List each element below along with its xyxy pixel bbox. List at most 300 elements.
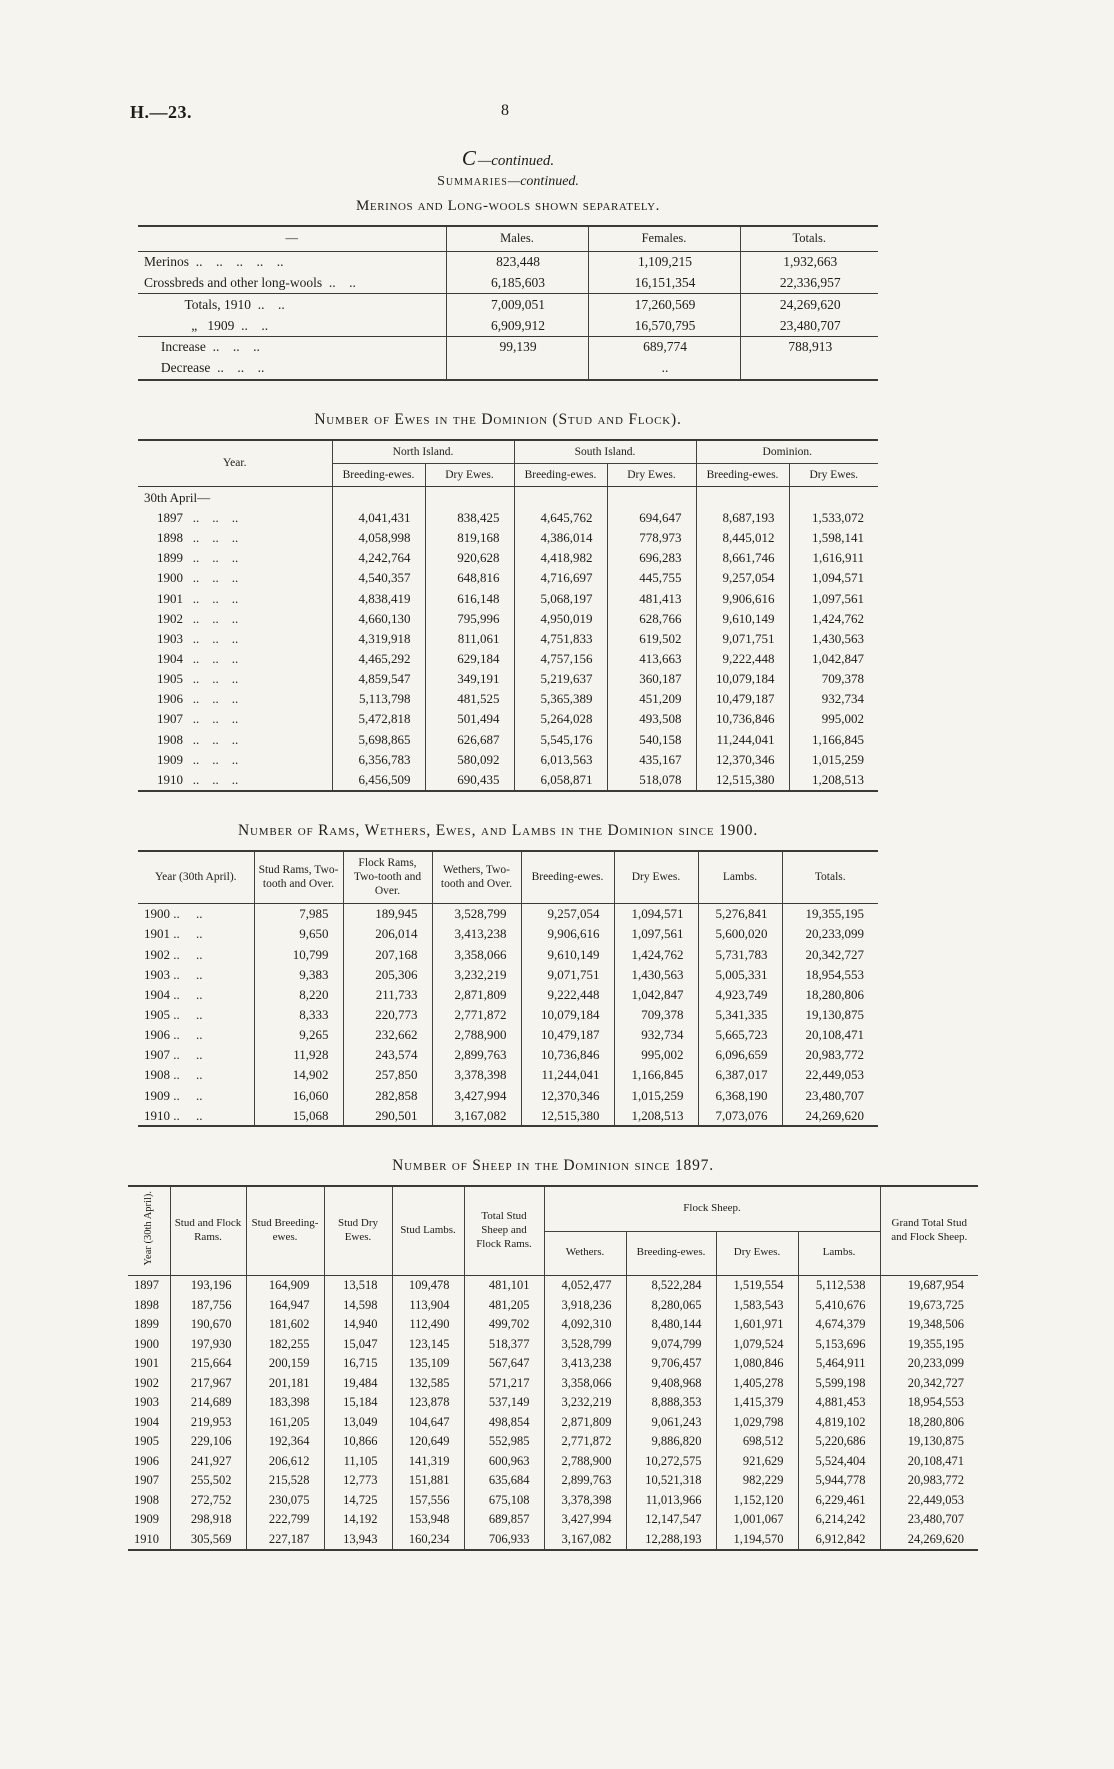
table-cell: 189,945 xyxy=(343,903,432,924)
table-cell: 9,383 xyxy=(254,964,343,984)
table-cell: 13,943 xyxy=(324,1529,392,1550)
rams-table-header xyxy=(138,851,878,904)
table-cell: 206,014 xyxy=(343,924,432,944)
summaries-word: Summaries xyxy=(437,174,508,189)
table-cell: 5,698,865 xyxy=(332,729,425,749)
table-cell: 4,465,292 xyxy=(332,649,425,669)
table-cell: 6,356,783 xyxy=(332,749,425,769)
table-cell: Merinos .. .. .. .. .. xyxy=(138,251,446,272)
table-cell: 6,058,871 xyxy=(514,769,607,790)
table-cell: 11,244,041 xyxy=(521,1065,614,1085)
table-row xyxy=(138,769,878,790)
table-cell: 9,074,799 xyxy=(626,1334,716,1354)
table-cell: 3,232,219 xyxy=(432,964,521,984)
table-cell: 120,649 xyxy=(392,1432,464,1452)
table-cell: 1909 xyxy=(128,1510,170,1530)
column-header-year-rotated xyxy=(128,1186,170,1275)
table-cell: 18,954,553 xyxy=(782,964,878,984)
table-cell: 4,838,419 xyxy=(332,588,425,608)
table-cell: 1907 .. .. .. xyxy=(138,709,332,729)
table-cell: 22,449,053 xyxy=(880,1490,978,1510)
table-subtitle: Merinos and Long-wools shown separately. xyxy=(355,198,661,214)
table-cell: 4,058,998 xyxy=(332,528,425,548)
table-cell xyxy=(607,487,696,508)
table-cell: 241,927 xyxy=(170,1451,246,1471)
ewes-table-body xyxy=(138,487,878,791)
table-cell: 20,983,772 xyxy=(880,1471,978,1491)
document-reference: H.—23. xyxy=(130,102,193,122)
table-cell: 616,148 xyxy=(425,588,514,608)
table-cell: 4,881,453 xyxy=(798,1393,880,1413)
table-cell: 23,480,707 xyxy=(740,315,878,336)
table-cell: 18,280,806 xyxy=(782,984,878,1004)
table-cell: 206,612 xyxy=(246,1451,324,1471)
table-cell: 4,386,014 xyxy=(514,528,607,548)
table-cell: 1909 .. .. .. xyxy=(138,749,332,769)
table-cell: 1,430,563 xyxy=(789,628,878,648)
table-row xyxy=(138,272,878,293)
table-cell xyxy=(514,487,607,508)
table-cell: 13,049 xyxy=(324,1412,392,1432)
table-cell: 1,583,543 xyxy=(716,1295,798,1315)
table-cell: 4,242,764 xyxy=(332,548,425,568)
table-cell: 161,205 xyxy=(246,1412,324,1432)
table-cell: 219,953 xyxy=(170,1412,246,1432)
table-row xyxy=(138,649,878,669)
ewes-table-title: Number of Ewes in the Dominion (Stud and Flock). xyxy=(314,410,682,428)
table-cell: 164,909 xyxy=(246,1275,324,1295)
table-row xyxy=(128,1354,978,1374)
table-cell: 109,478 xyxy=(392,1275,464,1295)
table-cell: 18,280,806 xyxy=(880,1412,978,1432)
column-header-flock-dry-ewes: Dry Ewes. xyxy=(716,1231,798,1275)
table-cell: 7,009,051 xyxy=(446,294,588,315)
table-cell: 698,512 xyxy=(716,1432,798,1452)
table-cell: 192,364 xyxy=(246,1432,324,1452)
table-cell: 230,075 xyxy=(246,1490,324,1510)
table-row xyxy=(138,749,878,769)
table-cell: 5,600,020 xyxy=(698,924,782,944)
table-cell: 1908 xyxy=(128,1490,170,1510)
column-header-wethers: Wethers, Two-tooth and Over. xyxy=(432,851,521,904)
group-header-south-island: South Island. xyxy=(514,440,696,464)
table-cell: 9,265 xyxy=(254,1025,343,1045)
table-cell: 1,166,845 xyxy=(789,729,878,749)
table-cell: 182,255 xyxy=(246,1334,324,1354)
table-cell: 1902 .. .. .. xyxy=(138,608,332,628)
table-cell: 1,932,663 xyxy=(740,251,878,272)
table-cell: 628,766 xyxy=(607,608,696,628)
table-cell: 19,687,954 xyxy=(880,1275,978,1295)
table-row xyxy=(138,669,878,689)
table-cell: 1906 xyxy=(128,1451,170,1471)
table-cell: 10,799 xyxy=(254,944,343,964)
table-cell: 3,167,082 xyxy=(544,1529,626,1550)
table-row xyxy=(138,1005,878,1025)
table-cell: 24,269,620 xyxy=(782,1105,878,1126)
table-cell: Totals, 1910 .. .. xyxy=(138,294,446,315)
table-cell: 9,257,054 xyxy=(696,568,789,588)
table-cell: 4,859,547 xyxy=(332,669,425,689)
table-row xyxy=(138,984,878,1004)
table-cell: 9,650 xyxy=(254,924,343,944)
table-cell: 20,342,727 xyxy=(880,1373,978,1393)
table-cell: 2,871,809 xyxy=(544,1412,626,1432)
table-row xyxy=(138,903,878,924)
table-cell: 141,319 xyxy=(392,1451,464,1471)
table-cell: 132,585 xyxy=(392,1373,464,1393)
table-cell: 3,232,219 xyxy=(544,1393,626,1413)
table-cell: 1,109,215 xyxy=(588,251,740,272)
table-cell: 1902 .. .. xyxy=(138,944,254,964)
table-cell: 518,377 xyxy=(464,1334,544,1354)
table-cell: 164,947 xyxy=(246,1295,324,1315)
table-cell: 5,545,176 xyxy=(514,729,607,749)
table-cell: 1,097,561 xyxy=(789,588,878,608)
table-cell: 689,774 xyxy=(588,336,740,357)
table-cell: 4,041,431 xyxy=(332,507,425,527)
summaries-continued: —continued. xyxy=(507,174,579,189)
table-cell: 11,928 xyxy=(254,1045,343,1065)
table-cell: 1900 .. .. xyxy=(138,903,254,924)
table-cell: 709,378 xyxy=(614,1005,698,1025)
table-cell: 5,524,404 xyxy=(798,1451,880,1471)
table-cell: 920,628 xyxy=(425,548,514,568)
table-cell: 123,145 xyxy=(392,1334,464,1354)
column-header-flock-wethers: Wethers. xyxy=(544,1231,626,1275)
table-row xyxy=(128,1490,978,1510)
table-row xyxy=(138,358,878,380)
table-cell: 9,706,457 xyxy=(626,1354,716,1374)
table-cell: 1,533,072 xyxy=(789,507,878,527)
table-cell: 696,283 xyxy=(607,548,696,568)
table-row xyxy=(138,1065,878,1085)
table-cell: 1898 .. .. .. xyxy=(138,528,332,548)
table-cell: 3,918,236 xyxy=(544,1295,626,1315)
table-cell: 1,208,513 xyxy=(789,769,878,790)
table-row xyxy=(138,487,878,508)
table-cell: 1,598,141 xyxy=(789,528,878,548)
table-cell: 12,515,380 xyxy=(521,1105,614,1126)
table-cell: 11,244,041 xyxy=(696,729,789,749)
table-cell: 1,079,524 xyxy=(716,1334,798,1354)
table-cell: 2,899,763 xyxy=(432,1045,521,1065)
table-cell: 2,899,763 xyxy=(544,1471,626,1491)
rams-table xyxy=(138,850,878,1128)
table-cell: 1,094,571 xyxy=(614,903,698,924)
table-cell: 14,192 xyxy=(324,1510,392,1530)
table-cell: 481,205 xyxy=(464,1295,544,1315)
table-cell: „ 1909 .. .. xyxy=(138,315,446,336)
table-cell: 181,602 xyxy=(246,1315,324,1335)
table-cell: 1,097,561 xyxy=(614,924,698,944)
table-cell: 5,464,911 xyxy=(798,1354,880,1374)
continued-heading xyxy=(138,146,878,171)
table-cell: 290,501 xyxy=(343,1105,432,1126)
table-row xyxy=(128,1451,978,1471)
column-header-flock-lambs: Lambs. xyxy=(798,1231,880,1275)
table-cell: 23,480,707 xyxy=(782,1085,878,1105)
column-header-stud-flock-rams: Stud and Flock Rams. xyxy=(170,1186,246,1275)
table-cell: 629,184 xyxy=(425,649,514,669)
table-cell: 1,042,847 xyxy=(789,649,878,669)
table-cell: 995,002 xyxy=(614,1045,698,1065)
table-cell: 10,272,575 xyxy=(626,1451,716,1471)
table-cell: 12,515,380 xyxy=(696,769,789,790)
table-cell: 451,209 xyxy=(607,689,696,709)
table-cell: 498,854 xyxy=(464,1412,544,1432)
table-cell: 12,147,547 xyxy=(626,1510,716,1530)
table-cell: 10,079,184 xyxy=(521,1005,614,1025)
table-cell: 481,525 xyxy=(425,689,514,709)
table-cell: 1904 .. .. .. xyxy=(138,649,332,669)
table-cell: 8,661,746 xyxy=(696,548,789,568)
table-cell: 257,850 xyxy=(343,1065,432,1085)
table-cell: 2,771,872 xyxy=(432,1005,521,1025)
table-cell: 1901 xyxy=(128,1354,170,1374)
table-cell: 153,948 xyxy=(392,1510,464,1530)
table-cell: 20,233,099 xyxy=(880,1354,978,1374)
column-header-breeding-ewes: Breeding-ewes. xyxy=(521,851,614,904)
table-cell: 123,878 xyxy=(392,1393,464,1413)
table-cell: Decrease .. .. .. xyxy=(138,358,446,380)
table-cell: 1905 .. .. .. xyxy=(138,669,332,689)
table-cell: 220,773 xyxy=(343,1005,432,1025)
table-cell: 5,731,783 xyxy=(698,944,782,964)
table-cell: 20,108,471 xyxy=(782,1025,878,1045)
table-cell: 5,410,676 xyxy=(798,1295,880,1315)
table-cell: 5,472,818 xyxy=(332,709,425,729)
table-cell: 305,569 xyxy=(170,1529,246,1550)
table-cell: 932,734 xyxy=(789,689,878,709)
table-row xyxy=(128,1295,978,1315)
table-cell: 1906 .. .. .. xyxy=(138,689,332,709)
table-cell: 207,168 xyxy=(343,944,432,964)
rams-table-body xyxy=(138,903,878,1126)
table-row xyxy=(138,709,878,729)
table-cell: 1908 .. .. xyxy=(138,1065,254,1085)
table-cell: 709,378 xyxy=(789,669,878,689)
table-cell: 16,151,354 xyxy=(588,272,740,293)
table-cell: 838,425 xyxy=(425,507,514,527)
table-cell: 5,264,028 xyxy=(514,709,607,729)
table-cell: 214,689 xyxy=(170,1393,246,1413)
rotated-year-label: Year (30th April). xyxy=(142,1191,154,1266)
column-header-lambs: Lambs. xyxy=(698,851,782,904)
table-cell: 501,494 xyxy=(425,709,514,729)
table-cell: 1,152,120 xyxy=(716,1490,798,1510)
sheep-table-header xyxy=(128,1186,978,1275)
table-row xyxy=(138,548,878,568)
sheep-table xyxy=(128,1185,978,1550)
table-cell: 823,448 xyxy=(446,251,588,272)
table-row xyxy=(138,315,878,336)
section-letter: C xyxy=(461,146,476,170)
table-row xyxy=(138,689,878,709)
table-row xyxy=(128,1432,978,1452)
table-cell: 298,918 xyxy=(170,1510,246,1530)
table-row xyxy=(138,924,878,944)
table-cell: 982,229 xyxy=(716,1471,798,1491)
table-cell: 8,220 xyxy=(254,984,343,1004)
table-cell: 1901 .. .. xyxy=(138,924,254,944)
table-cell: 9,222,448 xyxy=(521,984,614,1004)
table-cell: 1904 xyxy=(128,1412,170,1432)
table-cell: 151,881 xyxy=(392,1471,464,1491)
table-cell: 1899 .. .. .. xyxy=(138,548,332,568)
table-cell: .. xyxy=(588,358,740,380)
table-cell: 1910 .. .. xyxy=(138,1105,254,1126)
table-cell: 1897 xyxy=(128,1275,170,1295)
table-cell: 16,715 xyxy=(324,1354,392,1374)
table-cell: 635,684 xyxy=(464,1471,544,1491)
page-number: 8 xyxy=(501,102,509,119)
table-cell: 282,858 xyxy=(343,1085,432,1105)
table-cell: 5,341,335 xyxy=(698,1005,782,1025)
table-cell: 14,725 xyxy=(324,1490,392,1510)
table-cell: 201,181 xyxy=(246,1373,324,1393)
table-cell: 349,191 xyxy=(425,669,514,689)
table-cell: 229,106 xyxy=(170,1432,246,1452)
column-header-grand-total: Grand Total Stud and Flock Sheep. xyxy=(880,1186,978,1275)
table-cell: 15,047 xyxy=(324,1334,392,1354)
table-cell: 360,187 xyxy=(607,669,696,689)
table-cell: 1903 .. .. xyxy=(138,964,254,984)
table-row xyxy=(128,1393,978,1413)
table-cell: 11,013,966 xyxy=(626,1490,716,1510)
table-cell: 190,670 xyxy=(170,1315,246,1335)
table-cell: 2,871,809 xyxy=(432,984,521,1004)
table-cell: 552,985 xyxy=(464,1432,544,1452)
continued-text: —continued. xyxy=(477,153,555,169)
table-cell: Crossbreds and other long-wools .. .. xyxy=(138,272,446,293)
table-row xyxy=(138,1085,878,1105)
table-cell: 160,234 xyxy=(392,1529,464,1550)
table-row xyxy=(138,944,878,964)
table-cell: 12,370,346 xyxy=(696,749,789,769)
table-cell: 10,736,846 xyxy=(521,1045,614,1065)
table-cell: 1,424,762 xyxy=(614,944,698,964)
table-cell: 19,355,195 xyxy=(880,1334,978,1354)
column-header-breeding-ewes-dom: Breeding-ewes. xyxy=(696,463,789,486)
table-cell xyxy=(332,487,425,508)
column-header-stud-breeding-ewes: Stud Breeding-ewes. xyxy=(246,1186,324,1275)
table-cell: 3,358,066 xyxy=(544,1373,626,1393)
table-cell: 5,599,198 xyxy=(798,1373,880,1393)
table-cell: 10,736,846 xyxy=(696,709,789,729)
column-header-stud-lambs: Stud Lambs. xyxy=(392,1186,464,1275)
summary-table-header xyxy=(138,226,878,251)
column-header-dry-ewes: Dry Ewes. xyxy=(614,851,698,904)
table-cell: 580,092 xyxy=(425,749,514,769)
table-cell: 435,167 xyxy=(607,749,696,769)
column-header-blank: — xyxy=(138,226,446,251)
table-cell: 995,002 xyxy=(789,709,878,729)
table-cell: 3,378,398 xyxy=(544,1490,626,1510)
table-cell: 1905 .. .. xyxy=(138,1005,254,1025)
column-header-males: Males. xyxy=(446,226,588,251)
column-header-totals: Totals. xyxy=(782,851,878,904)
table-cell: 4,757,156 xyxy=(514,649,607,669)
table-cell: 626,687 xyxy=(425,729,514,749)
table-cell: 1900 xyxy=(128,1334,170,1354)
table-cell: 3,378,398 xyxy=(432,1065,521,1085)
table-cell: 19,673,725 xyxy=(880,1295,978,1315)
table-cell: 24,269,620 xyxy=(740,294,878,315)
table-cell: 1897 .. .. .. xyxy=(138,507,332,527)
table-cell: 4,052,477 xyxy=(544,1275,626,1295)
table-cell: 9,222,448 xyxy=(696,649,789,669)
table-cell: 5,665,723 xyxy=(698,1025,782,1045)
table-cell: 205,306 xyxy=(343,964,432,984)
table-row xyxy=(138,964,878,984)
column-header-breeding-ewes-ni: Breeding-ewes. xyxy=(332,463,425,486)
table-cell: 1902 xyxy=(128,1373,170,1393)
table-cell: 619,502 xyxy=(607,628,696,648)
table-cell: 493,508 xyxy=(607,709,696,729)
table-cell: 1,415,379 xyxy=(716,1393,798,1413)
table-cell: 16,570,795 xyxy=(588,315,740,336)
column-header-dry-ewes-si: Dry Ewes. xyxy=(607,463,696,486)
table-row xyxy=(128,1275,978,1295)
table-cell: 12,773 xyxy=(324,1471,392,1491)
table-cell: 1907 xyxy=(128,1471,170,1491)
table-cell: 5,113,798 xyxy=(332,689,425,709)
table-cell: 1910 .. .. .. xyxy=(138,769,332,790)
table-cell xyxy=(425,487,514,508)
table-cell: 10,866 xyxy=(324,1432,392,1452)
table-row xyxy=(138,528,878,548)
table-cell: 1901 .. .. .. xyxy=(138,588,332,608)
table-cell: Increase .. .. .. xyxy=(138,336,446,357)
table-cell: 6,387,017 xyxy=(698,1065,782,1085)
table-cell: 2,771,872 xyxy=(544,1432,626,1452)
table-cell: 1907 .. .. xyxy=(138,1045,254,1065)
table-cell: 227,187 xyxy=(246,1529,324,1550)
table-cell: 600,963 xyxy=(464,1451,544,1471)
table-cell: 9,906,616 xyxy=(696,588,789,608)
table-cell: 6,456,509 xyxy=(332,769,425,790)
sheep-table-title: Number of Sheep in the Dominion since 1897. xyxy=(392,1157,714,1175)
table-cell: 6,909,912 xyxy=(446,315,588,336)
table-cell: 7,985 xyxy=(254,903,343,924)
table-cell: 4,674,379 xyxy=(798,1315,880,1335)
table-cell: 1905 xyxy=(128,1432,170,1452)
group-header-dominion: Dominion. xyxy=(696,440,878,464)
table-cell: 20,233,099 xyxy=(782,924,878,944)
table-cell: 4,716,697 xyxy=(514,568,607,588)
table-cell: 4,645,762 xyxy=(514,507,607,527)
table-cell xyxy=(696,487,789,508)
table-cell: 1,029,798 xyxy=(716,1412,798,1432)
table-cell: 222,799 xyxy=(246,1510,324,1530)
table-cell: 694,647 xyxy=(607,507,696,527)
table-cell: 4,319,918 xyxy=(332,628,425,648)
table-cell: 1904 .. .. xyxy=(138,984,254,1004)
table-cell: 5,112,538 xyxy=(798,1275,880,1295)
table-cell: 540,158 xyxy=(607,729,696,749)
table-cell: 3,528,799 xyxy=(544,1334,626,1354)
table-cell: 215,664 xyxy=(170,1354,246,1374)
table-cell: 1,080,846 xyxy=(716,1354,798,1374)
table-cell: 12,370,346 xyxy=(521,1085,614,1105)
table-cell: 9,610,149 xyxy=(521,944,614,964)
table-cell: 2,788,900 xyxy=(432,1025,521,1045)
column-header-year: Year. xyxy=(138,440,332,487)
column-header-total-stud-sheep: Total Stud Sheep and Flock Rams. xyxy=(464,1186,544,1275)
table-cell: 1900 .. .. .. xyxy=(138,568,332,588)
table-cell: 819,168 xyxy=(425,528,514,548)
